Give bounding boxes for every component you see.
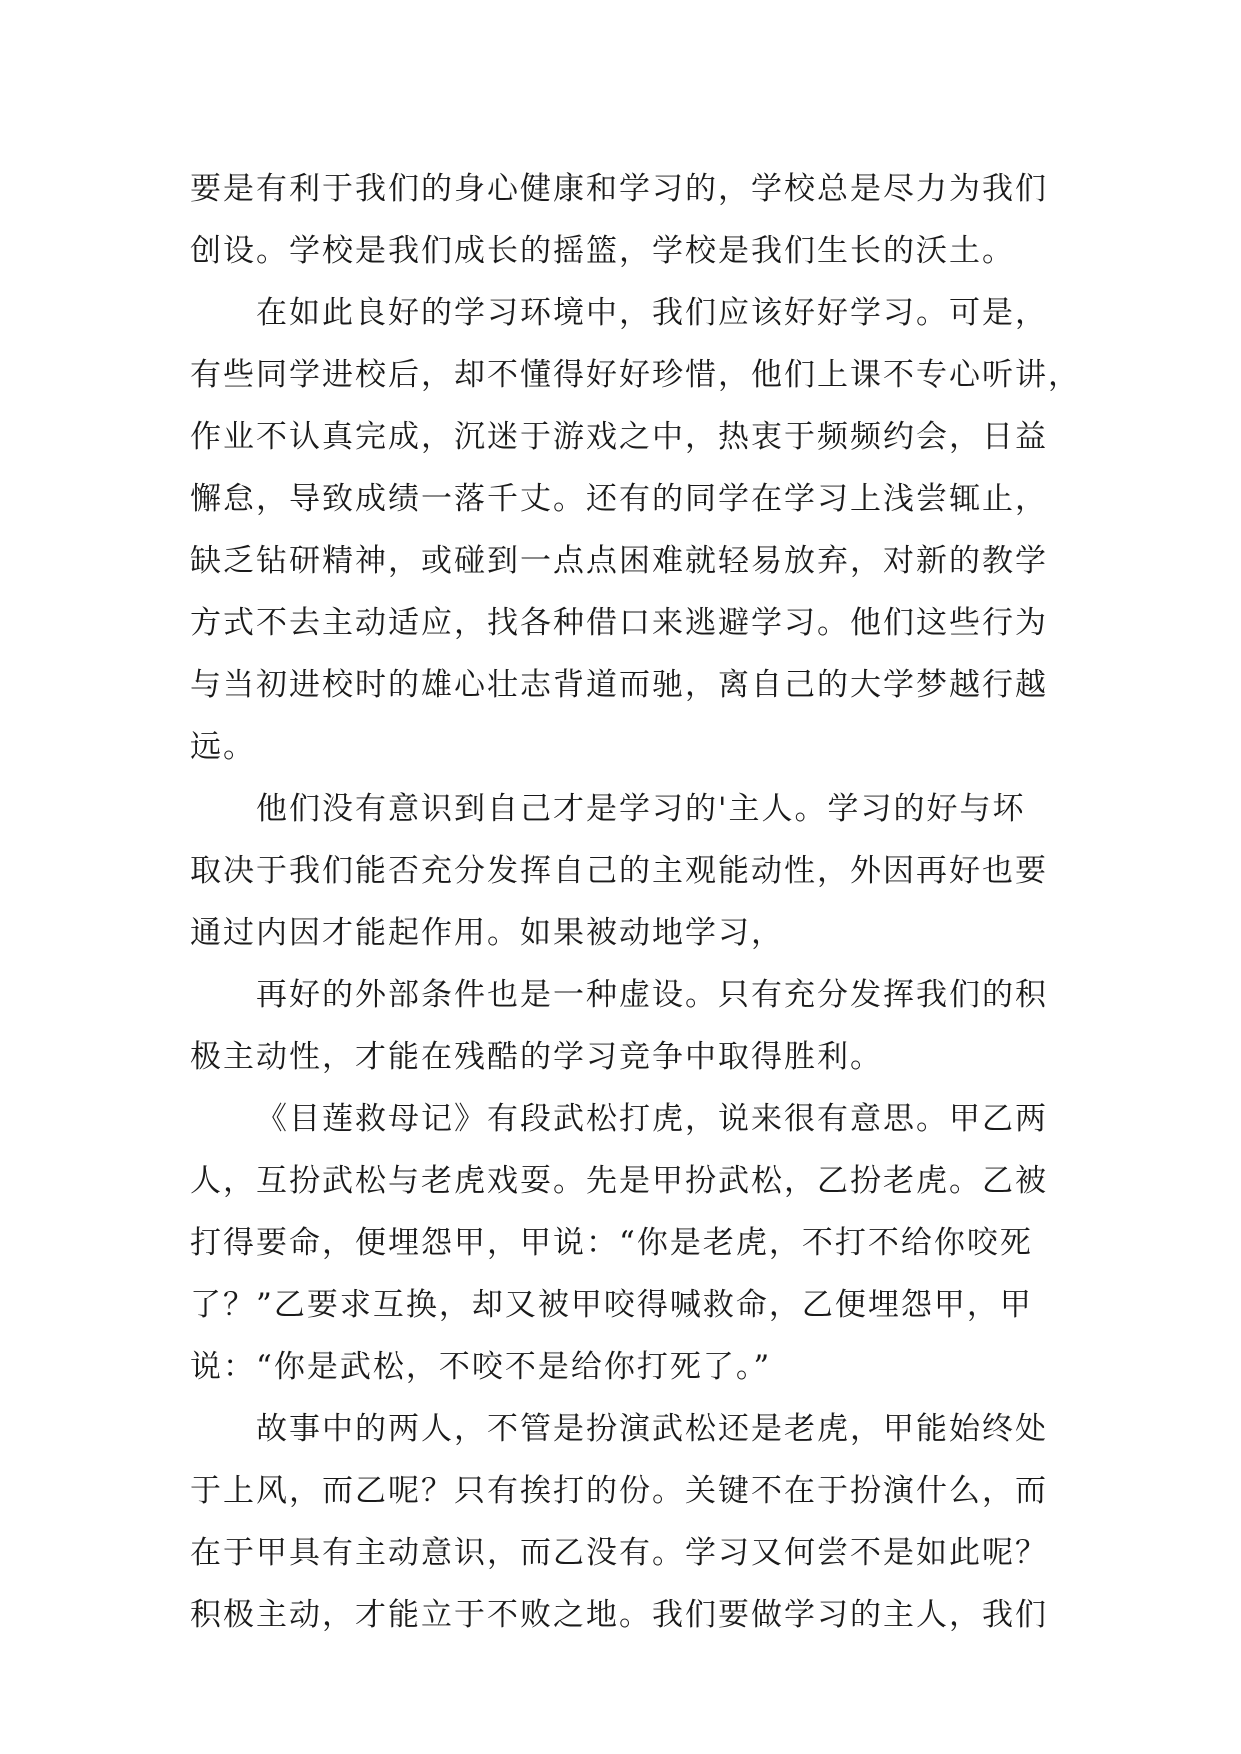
text-line: 他们没有意识到自己才是学习的'主人。学习的好与坏 [256,791,1026,827]
text-line: 远。 [190,729,256,765]
text-line: 作业不认真完成，沉迷于游戏之中，热衷于频频约会，日益 [190,419,1048,455]
text-line: 再好的外部条件也是一种虚设。只有充分发挥我们的积 [256,977,1048,1013]
text-line: 在如此良好的学习环境中，我们应该好好学习。可是， [256,295,1048,331]
text-line: 《目莲救母记》有段武松打虎，说来很有意思。甲乙两 [256,1101,1048,1137]
text-line: 有些同学进校后，却不懂得好好珍惜，他们上课不专心听讲， [190,357,1081,393]
text-line: 在于甲具有主动意识，而乙没有。学习又何尝不是如此呢？ [190,1535,1048,1571]
text-line: 积极主动，才能立于不败之地。我们要做学习的主人，我们 [190,1597,1048,1633]
text-line: 与当初进校时的雄心壮志背道而驰，离自己的大学梦越行越 [190,667,1048,703]
text-line: 缺乏钻研精神，或碰到一点点困难就轻易放弃，对新的教学 [190,543,1048,579]
text-line: 说：“你是武松，不咬不是给你打死了。” [190,1349,772,1385]
text-line: 人，互扮武松与老虎戏耍。先是甲扮武松，乙扮老虎。乙被 [190,1163,1048,1199]
text-line: 故事中的两人，不管是扮演武松还是老虎，甲能始终处 [256,1411,1048,1447]
text-line: 极主动性，才能在残酷的学习竞争中取得胜利。 [190,1039,883,1075]
text-line: 创设。学校是我们成长的摇篮，学校是我们生长的沃土。 [190,233,1015,269]
text-line: 方式不去主动适应，找各种借口来逃避学习。他们这些行为 [190,605,1048,641]
text-line: 了？”乙要求互换，却又被甲咬得喊救命，乙便埋怨甲，甲 [190,1287,1033,1323]
text-line: 于上风，而乙呢？只有挨打的份。关键不在于扮演什么，而 [190,1473,1048,1509]
text-line: 取决于我们能否充分发挥自己的主观能动性，外因再好也要 [190,853,1048,889]
text-line: 懈怠，导致成绩一落千丈。还有的同学在学习上浅尝辄止， [190,481,1048,517]
text-line: 打得要命，便埋怨甲，甲说：“你是老虎，不打不给你咬死 [190,1225,1033,1261]
text-line: 要是有利于我们的身心健康和学习的，学校总是尽力为我们 [190,171,1048,207]
text-line: 通过内因才能起作用。如果被动地学习， [190,915,784,951]
body-text [190,158,1081,1646]
